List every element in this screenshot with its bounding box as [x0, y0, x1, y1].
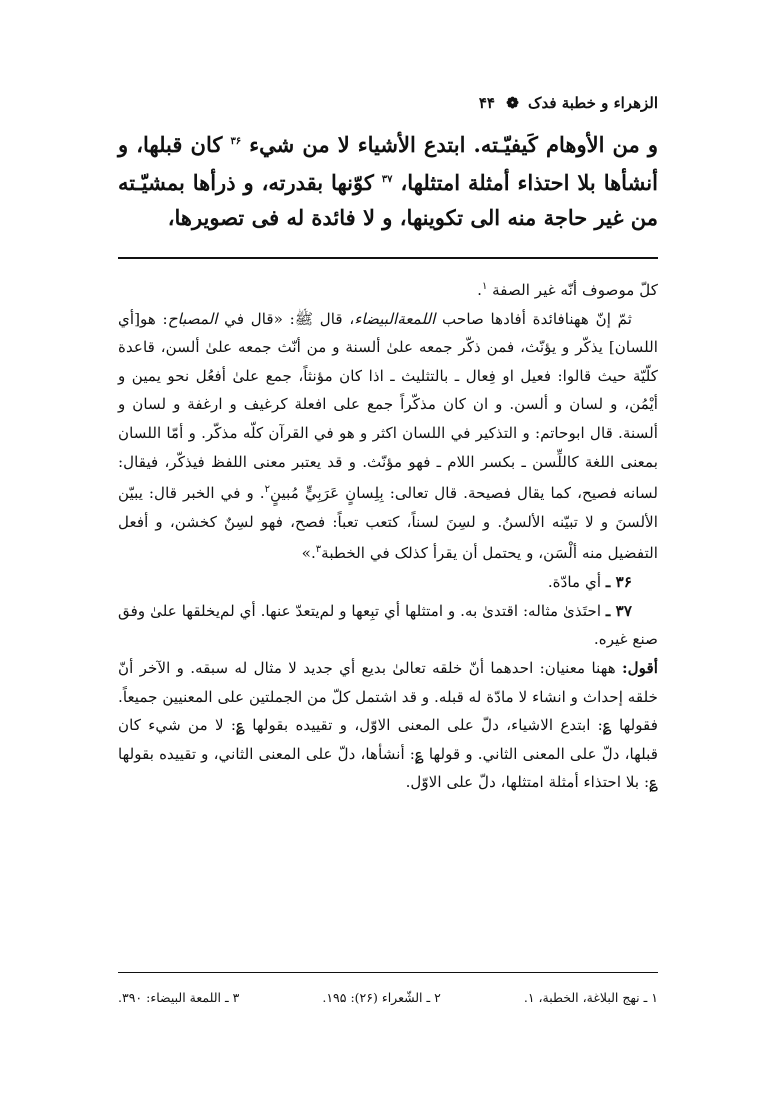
footnote-ref-3: ۳: [315, 544, 322, 556]
note-37-label: ۳۷ ـ: [605, 601, 632, 620]
running-head: [118, 92, 658, 114]
page-number: ۴۴: [478, 94, 495, 112]
note-ref-37: ۳۷: [381, 174, 393, 185]
aqul-label: أقول:: [622, 658, 658, 677]
book-ref-misbah: المصباح: [167, 309, 218, 328]
commentary: [118, 273, 658, 797]
footnote-ref-1: ۱: [481, 281, 488, 292]
note-36-label: ۳۶ ـ: [605, 573, 632, 592]
note-ref-36: ۳۶: [230, 136, 242, 147]
book-page: [118, 92, 658, 1072]
footnote-divider: [118, 972, 658, 973]
footnote-1: ۱ ـ نهج البلاغة، الخطبة، ۱.: [523, 990, 658, 1005]
footnote-2: ۲ ـ الشّعراء (۲۶): ۱۹۵.: [322, 990, 441, 1005]
commentary-paragraph-lisan: ثمّ إنّ ههنافائدة أفادها صاحب اللمعةالبيضاء، قال ﷺ: «قال في المصباح: هو[أي اللسان] يذكّر و يؤنّث، فمن ذكّر جمعه علىٰ ألسنة و من أنّث جمعه علىٰ ألسن، قاعدة كلّيّة حيث قالوا: فعيل او فِعال ـ بالتثليث ـ اذا كان مؤنثاً، جمع علىٰ أفعُل نحو يمين و أيْمُن، و لسان و ألسن. و ان كان مذكّراً جمع على افعلة كرغيف و ارغفة و لسان و ألسنة. قال ابوحاتم: و التذكير في اللسان اكثر و هو في القرآن كلّه مذكّر. و أمّا اللسان بمعنى اللغة كاللِّسن ـ بكسر اللام ـ فهو مؤنّث. و قد يعتبر معنى اللفظ فيذكّر، فيقال: لسانه فصيح، كما يقال فصيحة. قال تعالى: بِلِسانٍ عَرَبِيٍّ مُبينٍ$^۲$. و في الخبر قال: يبيّن الألسنَ و لا تبيّنه الألسنُ. و لسِنَ لسناً، كتعب تعباً: فصح، فهو لسِنٌ كخشن، و أفعل التفضيل منه ألْسَن، و يحتمل أن يقرأ كذلک في الخطبة$^۳$.»: [118, 309, 658, 563]
footnotes: [118, 988, 658, 1008]
note-37: ۳۷ ـ احتَذىٰ مثاله: اقتدىٰ به. و امتثلها أي تبِعها و لم‌يتعدّ عنها. أي لم‌يخلقها علىٰ وفق صنع غيره.: [118, 601, 658, 649]
note-36: ۳۶ ـ أي مادّة.: [547, 573, 632, 592]
footnote-ref-2: ۲: [264, 484, 270, 496]
book-title: الزهراء و خطبة فدک: [528, 94, 658, 112]
section-divider: [118, 257, 658, 259]
main-text: و من الأوهام كَيفيّـته. ابتدع الأشياء لا من شيء $^{۳۶}$ كان قبلها، و أنشأها بلا احتذاء أمثلة امتثلها، $^{۳۷}$ كوّنها بقدرته، و ذرأها بمشيّـته من غير حاجة منه الى تكوينها، و لا فائدة له فى تصويرها،: [118, 132, 658, 230]
commentary-line-1: كلّ موصوف أنّه غير الصفة $^۱$.: [477, 281, 658, 300]
footnote-3: ۳ ـ اللمعة البيضاء: ۳۹۰.: [118, 990, 240, 1005]
ornament-icon: ❁: [506, 94, 519, 112]
aqul-paragraph: أقول: ههنا معنيان: احدهما أنّ خلقه تعالىٰ بديع أي جديد لا مثال له سبقه. و الآخر أنّ خلقه إحداث و انشاء لا مادّة له قبله. و قد اشتمل كلّ من الجملتين على المعنيين جميعاً. فقولها ؏: ابتدع الاشياء، دلّ على المعنى الاوّل، و تقييده بقولها ؏: لا من شيء كان قبلها، دلّ على المعنى الثاني. و قولها ؏: أنشأها، دلّ على المعنى الثاني، و تقييده بقولها ؏: بلا احتذاء أمثلة امتثلها، دلّ على الاوّل.: [118, 658, 658, 792]
book-ref-lamaa: اللمعةالبيضاء: [354, 309, 436, 328]
